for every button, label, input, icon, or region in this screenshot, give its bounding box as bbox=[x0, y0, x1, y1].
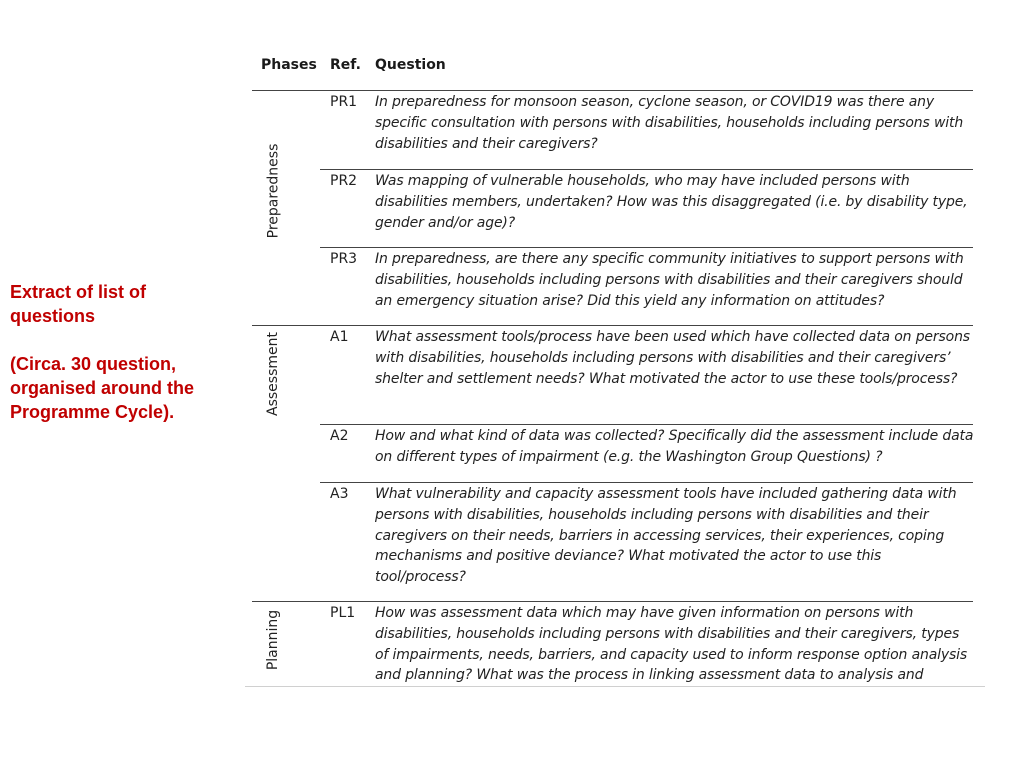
ref-pr3: PR3 bbox=[330, 251, 358, 267]
ref-pl1: PL1 bbox=[330, 605, 356, 621]
ref-a3: A3 bbox=[330, 486, 349, 502]
rule-pr1 bbox=[320, 169, 973, 170]
side-note-subtitle: (Circa. 30 question, organised around the Programme Cycle). bbox=[10, 354, 195, 422]
rule-a2 bbox=[320, 482, 973, 483]
rule-assessment bbox=[252, 601, 973, 602]
phase-preparedness: Preparedness bbox=[265, 143, 281, 239]
question-a1: What assessment tools/process have been used which have collected data on persons with disabilities, households including persons with disabilities and their caregivers’ shelter and settlement needs? What motivated the actor to use these tools/process? bbox=[375, 329, 970, 387]
ref-pr1: PR1 bbox=[330, 94, 358, 110]
header-phases: Phases bbox=[261, 57, 317, 73]
rule-header bbox=[252, 90, 973, 91]
header-question: Question bbox=[375, 57, 446, 73]
header-ref: Ref. bbox=[330, 57, 361, 73]
phase-planning: Planning bbox=[265, 609, 281, 671]
phase-assessment: Assessment bbox=[265, 332, 282, 416]
side-note-title: Extract of list of questions bbox=[10, 282, 147, 326]
question-a3: What vulnerability and capacity assessment tools have included gathering data with persons with disabilities, households including persons with disabilities and their caregivers on their needs, barriers in accessing services, their experiences, coping mechanisms and positive deviance? What motivated the actor to use this tool/process? bbox=[375, 486, 957, 586]
rule-a1 bbox=[320, 424, 973, 425]
ref-a1: A1 bbox=[330, 329, 349, 345]
question-pr1: In preparedness for monsoon season, cyclone season, or COVID19 was there any specific consultation with persons with disabilities, households including persons with disabilities and their caregivers? bbox=[375, 94, 964, 152]
question-a2: How and what kind of data was collected? Specifically did the assessment include data on different types of impairment (e.g. the Washington Group Questions) ? bbox=[375, 428, 974, 465]
rule-pr2 bbox=[320, 247, 973, 248]
side-note bbox=[10, 280, 235, 424]
question-pl1: How was assessment data which may have given information on persons with disabilities, households including persons with disabilities and their caregivers, types of impairments, needs, barriers, and capacity used to inform response option analysis and planning? What was the process in linking assessment data to analysis and bbox=[375, 605, 968, 684]
ref-a2: A2 bbox=[330, 428, 349, 444]
ref-pr2: PR2 bbox=[330, 173, 358, 189]
rule-preparedness bbox=[252, 325, 973, 326]
question-pr3: In preparedness, are there any specific community initiatives to support persons with disabilities, households including persons with disabilities and their caregivers should an emergency situation arise? Did this yield any information on attitudes? bbox=[375, 251, 964, 309]
question-pr2: Was mapping of vulnerable households, who may have included persons with disabilities members, undertaken? How was this disaggregated (i.e. by disability type, gender and/or age)? bbox=[375, 173, 968, 231]
